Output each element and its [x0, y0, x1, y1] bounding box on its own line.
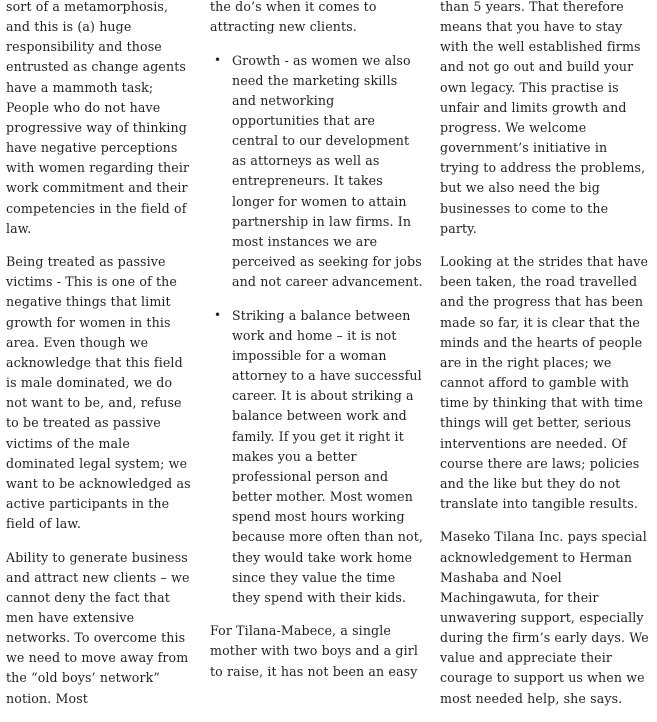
- column-middle: [204, 0, 434, 695]
- bullet-list: [210, 51, 424, 608]
- paragraph: Ability to generate business and attract new clients – we cannot deny the fact that men have extensive networks. To overcome this we need to move away from the “old boys’ network” notion. Most: [6, 549, 190, 706]
- paragraph: sort of a metamorphosis, and this is (a) huge responsibility and those entrusted as change agents have a mammoth task; People who do not have progressive way of thinking have negative perceptions with women regarding their work commitment and their competencies in the field of law.: [6, 0, 190, 236]
- list-item: • Growth - as women we also need the marketing skills and networking opportunities that are central to our development as attorneys as well as entrepreneurs. It takes longer for women to attain partnership in law firms. In most instances we are perceived as seeking for jobs and not career advancement.: [210, 51, 424, 293]
- paragraph: For Tilana-Mabece, a single mother with two boys and a girl to raise, it has not been an easy: [210, 623, 419, 679]
- paragraph-continued: the do’s when it comes to attracting new clients.: [210, 0, 377, 35]
- paragraph: Being treated as passive victims - This is one of the negative things that limit growth for women in this area. Even though we acknowledge that this field is male dominated, we do not want to be, and, refuse to be treated as passive victims of the male dominated legal system; we want to be acknowledged as active participants in the field of law.: [6, 254, 191, 532]
- column-left: [0, 0, 204, 722]
- list-item: • Striking a balance between work and home – it is not impossible for a woman attorney to a have successful career. It is about striking a balance between work and family. If you get it right it makes you a better professional person and better mother. Most women spend most hours working because more often than not, they would take work home since they value the time they spend with their kids.: [210, 306, 424, 608]
- paragraph: Looking at the strides that have been taken, the road travelled and the progress that has been made so far, it is clear that the minds and the hearts of people are in the right places; we cannot afford to gamble with time by thinking that with time things will get better, serious interventions are needed. Of course there are laws; policies and the like but they do not translate into tangible results.: [440, 254, 649, 511]
- paragraph: than 5 years. That therefore means that you have to stay with the well established firms and not go out and build your own legacy. This practise is unfair and limits growth and progress. We welcome government’s initiative in trying to address the problems, but we also need the big businesses to come to the party.: [440, 0, 646, 236]
- paragraph: Maseko Tilana Inc. pays special acknowledgement to Herman Mashaba and Noel Machingawuta, for their unwavering support, especially during the firm’s early days. We value and appreciate their courage to support us when we most needed help, she says.: [440, 529, 649, 706]
- column-right: [434, 0, 657, 722]
